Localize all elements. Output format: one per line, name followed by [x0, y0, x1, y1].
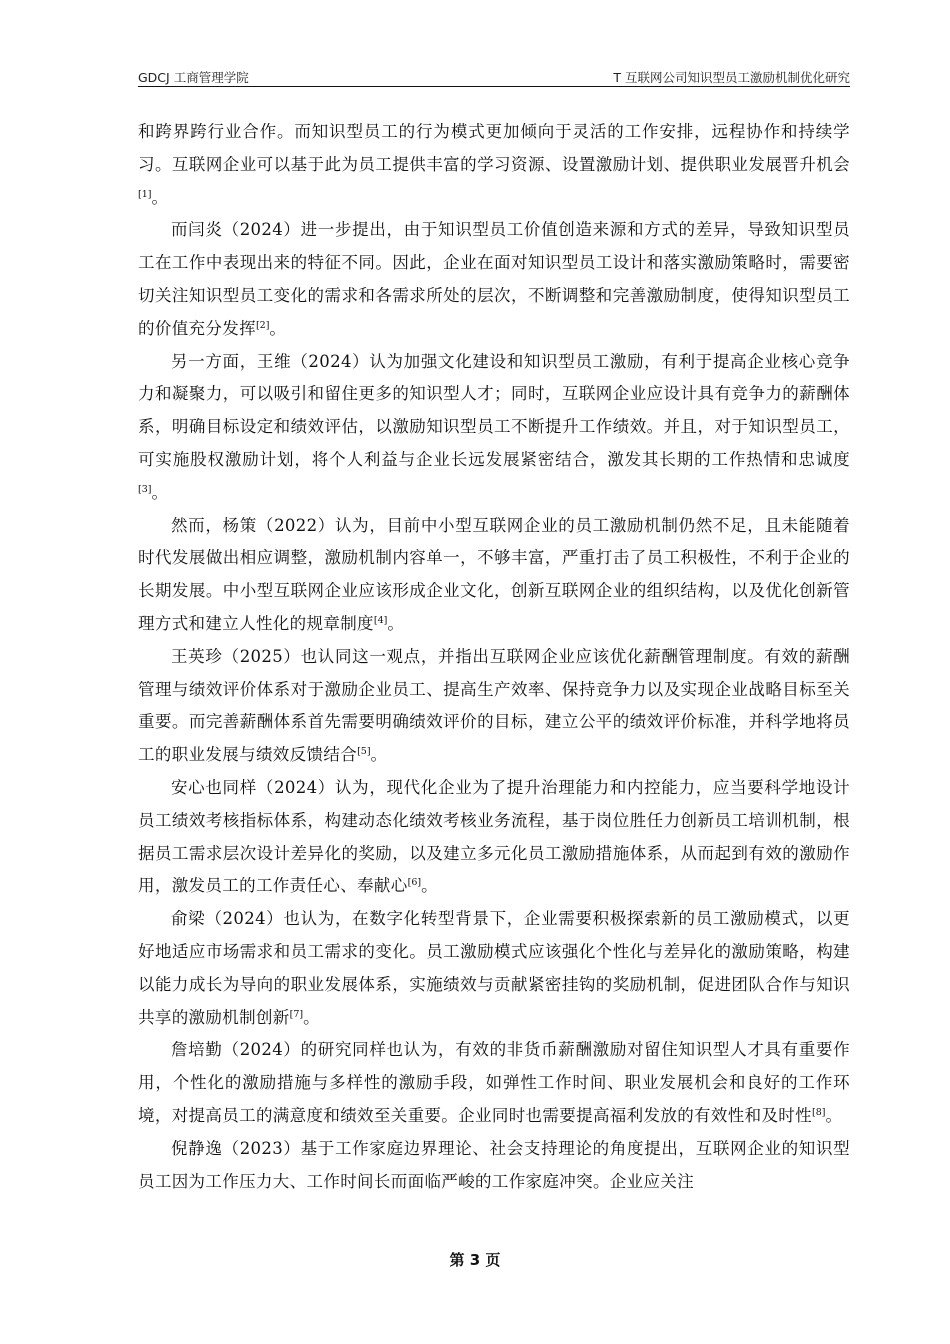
paragraph-8: 詹培勤（2024）的研究同样也认为，有效的非货币薪酬激励对留住知识型人才具有重要作用，个性化的激励措施与多样性的激励手段，如弹性工作时间、职业发展机会和良好的工作环境，对提高员工的满意度和绩效至关重要。企业同时也需要提高福利发放的有效性和及时性[8]。 — [138, 1040, 850, 1125]
paragraph-6: 安心也同样（2024）认为，现代化企业为了提升治理能力和内控能力，应当要科学地设计员工绩效考核指标体系，构建动态化绩效考核业务流程，基于岗位胜任力创新员工培训机制，根据员工需求层次设计差异化的奖励，以及建立多元化员工激励措施体系，从而起到有效的激励作用，激发员工的工作责任心、奉献心[6]。 — [138, 777, 850, 896]
paragraph-3: 另一方面，王维（2024）认为加强文化建设和知识型员工激励，有利于提高企业核心竞争力和凝聚力，可以吸引和留住更多的知识型人才；同时，互联网企业应设计具有竞争力的薪酬体系，明确目标设定和绩效评估，以激励知识型员工不断提升工作绩效。并且，对于知识型员工，可实施股权激励计划，将个人利益与企业长远发展紧密结合，激发其长期的工作热情和忠诚度[3]。 — [138, 351, 850, 502]
citation-2: [2] — [255, 319, 270, 331]
header-rule — [138, 86, 850, 87]
paragraph-1: 和跨界跨行业合作。而知识型员工的行为模式更加倾向于灵活的工作安排，远程协作和持续学习。互联网企业可以基于此为员工提供丰富的学习资源、设置激励计划、提供职业发展晋升机会[1]。 — [138, 122, 850, 207]
citation-1: [1] — [138, 188, 152, 200]
paragraph-7: 俞梁（2024）也认为，在数字化转型背景下，企业需要积极探索新的员工激励模式，以更好地适应市场需求和员工需求的变化。员工激励模式应该强化个性化与差异化的激励策略，构建以能力成长为导向的职业发展体系，实施绩效与贡献紧密挂钩的奖励机制，促进团队合作与知识共享的激励机制创新[7]。 — [138, 909, 850, 1027]
citation-7: [7] — [289, 1008, 304, 1020]
citation-4: [4] — [373, 614, 388, 626]
body-text — [138, 116, 850, 1198]
paragraph-5: 王英珍（2025）也认同这一观点，并指出互联网企业应该优化薪酬管理制度。有效的薪酬管理与绩效评价体系对于激励企业员工、提高生产效率、保持竞争力以及实现企业战略目标至关重要。而完善薪酬体系首先需要明确绩效评价的目标，建立公平的绩效评价标准，并科学地将员工的职业发展与绩效反馈结合[5]。 — [138, 646, 850, 765]
citation-8: [8] — [812, 1106, 826, 1118]
paragraph-4: 然而，杨策（2022）认为，目前中小型互联网企业的员工激励机制仍然不足，且未能随着时代发展做出相应调整，激励机制内容单一，不够丰富，严重打击了员工积极性，不利于企业的长期发展。中小型互联网企业应该形成企业文化，创新互联网企业的组织结构，以及优化创新管理方式和建立人性化的规章制度[4]。 — [138, 515, 850, 633]
citation-3: [3] — [138, 483, 152, 495]
header-thesis-title: T 互联网公司知识型员工激励机制优化研究 — [613, 70, 850, 85]
page-number: 第 3 页 — [449, 1251, 501, 1269]
paragraph-9: 倪静逸（2023）基于工作家庭边界理论、社会支持理论的角度提出，互联网企业的知识型员工因为工作压力大、工作时间长而面临严峻的工作家庭冲突。企业应关注 — [138, 1138, 850, 1191]
paragraph-2: 而闫炎（2024）进一步提出，由于知识型员工价值创造来源和方式的差异，导致知识型员工在工作中表现出来的特征不同。因此，企业在面对知识型员工设计和落实激励策略时，需要密切关注知识型员工变化的需求和各需求所处的层次，不断调整和完善激励制度，使得知识型员工的价值充分发挥[2]。 — [138, 220, 850, 338]
page-header — [138, 66, 850, 86]
citation-5: [5] — [357, 746, 371, 758]
header-school: GDCJ 工商管理学院 — [138, 70, 249, 85]
citation-6: [6] — [407, 877, 422, 889]
